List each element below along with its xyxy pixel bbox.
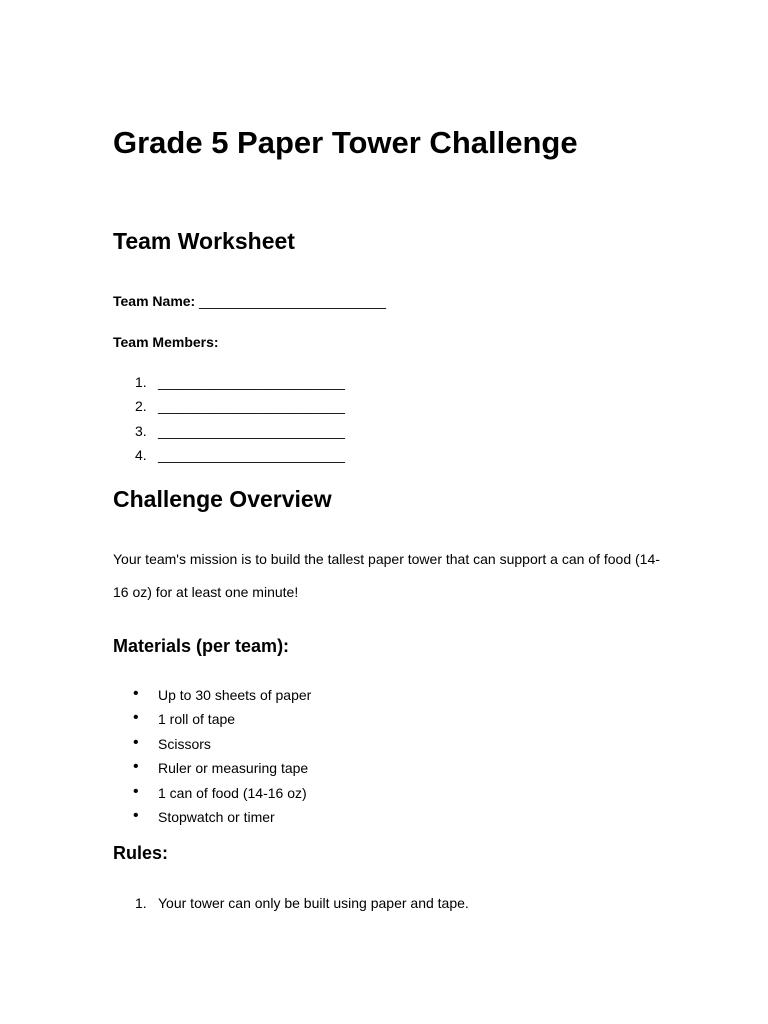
material-item: Up to 30 sheets of paper — [158, 687, 312, 703]
member-blank: ________________________ — [158, 374, 345, 390]
team-name-row — [113, 292, 386, 310]
team-name-blank: ________________________ — [199, 293, 386, 309]
member-blank: ________________________ — [158, 447, 345, 464]
team-name-label: Team Name: — [113, 293, 196, 309]
overview-text-line-1: Your team's mission is to build the tallest paper tower that can support a can of food (14- — [113, 551, 660, 567]
list-number: 4. — [135, 447, 147, 464]
team-members-label: Team Members: — [113, 334, 219, 350]
overview-text-line-2: 16 oz) for at least one minute! — [113, 584, 299, 600]
list-number: 2. — [135, 398, 147, 415]
page-title: Grade 5 Paper Tower Challenge — [113, 125, 578, 160]
material-item: 1 can of food (14-16 oz) — [158, 784, 307, 801]
material-item: Scissors — [158, 735, 211, 752]
list-number: 1. — [135, 374, 147, 390]
worksheet-heading: Team Worksheet — [113, 228, 295, 254]
material-item: Ruler or measuring tape — [158, 760, 309, 777]
material-item: Stopwatch or timer — [158, 808, 275, 825]
member-blank: ________________________ — [158, 398, 345, 415]
bullet-icon: • — [133, 758, 139, 776]
materials-heading: Materials (per team): — [113, 636, 290, 656]
list-number: 3. — [135, 422, 147, 439]
bullet-icon: • — [133, 709, 139, 727]
bullet-icon: • — [133, 733, 139, 751]
bullet-icon: • — [133, 782, 139, 800]
list-number: 1. — [135, 895, 147, 911]
overview-heading: Challenge Overview — [113, 486, 332, 512]
bullet-icon: • — [133, 806, 139, 824]
rule-item: Your tower can only be built using paper and tape. — [158, 895, 469, 911]
material-item: 1 roll of tape — [158, 711, 236, 728]
bullet-icon: • — [133, 685, 139, 702]
member-blank: ________________________ — [158, 422, 345, 439]
rules-heading: Rules: — [113, 843, 169, 863]
